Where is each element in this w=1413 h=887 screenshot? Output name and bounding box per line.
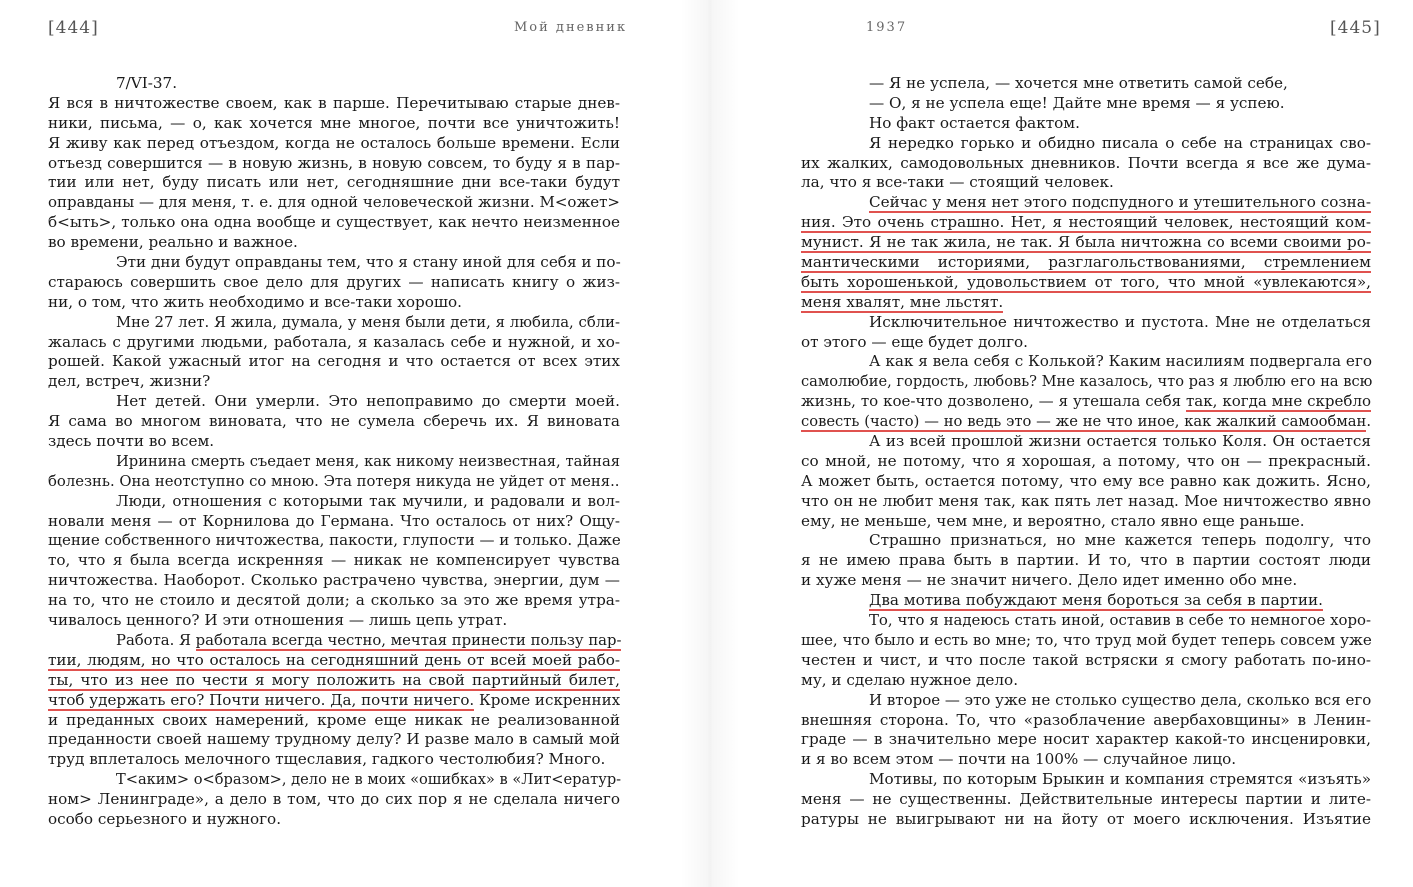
text-line	[801, 651, 1371, 671]
line-text: Мотивы, по которым Брыкин и компания стремятся «изъять»	[869, 770, 1371, 789]
line-text: преданности своей нашему трудному делу? И разве мало в самый мой	[48, 730, 620, 749]
text-line	[801, 372, 1371, 392]
text-line	[801, 730, 1371, 750]
text-line	[48, 770, 620, 790]
line-text: внешняя сторона. То, что «разоблачение авербаховщины» в Ленин-	[801, 710, 1371, 729]
text-line	[48, 492, 620, 512]
line-text: здесь почти во всем.	[48, 432, 215, 451]
left-page-text	[48, 74, 620, 830]
right-page-text	[801, 74, 1371, 830]
line-text: и преданных своих намерений, кроме еще никак не реализованной	[48, 710, 620, 729]
line-text: А из всей прошлой жизни остается только Коля. Он остается	[869, 432, 1371, 451]
line-text: Исключительное ничтожество и пустота. Мне не отделаться	[869, 312, 1371, 331]
text-line	[48, 94, 620, 114]
text-line	[801, 352, 1371, 372]
right-running-title: 1937	[866, 20, 908, 35]
highlighted-text: тии, людям, но что осталось на сегодняшний день от всей моей рабо-	[48, 650, 620, 669]
text-line	[801, 472, 1371, 492]
text-line	[801, 293, 1371, 313]
line-text: И второе — это уже не столько существо дела, сколько вся его	[869, 690, 1372, 709]
text-line	[801, 412, 1371, 432]
right-page-number: [445]	[1330, 18, 1381, 38]
line-text: и я во всем этом — почти на 100% — случайное лицо.	[801, 750, 1237, 769]
line-text: Я живу как перед отъездом, когда не осталось больше времени. Если	[48, 133, 620, 152]
text-line	[48, 611, 620, 631]
line-text: Эти дни будут оправданы тем, что я стану иной для себя и по-	[116, 253, 621, 272]
line-text: ни, о том, что жить необходимо и все-таки хорошо.	[48, 292, 462, 311]
highlighted-text: мантическими историями, разглагольствованиями, стремлением	[801, 253, 1371, 272]
line-text: Я вся в ничтожестве своем, как в парше. Перечитываю старые днев-	[48, 93, 620, 112]
highlighted-text: ния. Это очень страшно. Нет, я нестоящий человек, нестоящий ком-	[801, 213, 1371, 232]
text-line	[801, 571, 1371, 591]
text-line	[801, 790, 1371, 810]
text-line	[801, 74, 1371, 94]
line-text: я не имею права быть в партии. И то, что в партии состоят люди	[801, 551, 1371, 570]
line-text: отъезд совершится — в новую жизнь, в новую совсем, то буду я в пар-	[48, 153, 620, 172]
text-line	[801, 193, 1371, 213]
highlighted-text: чтоб удержать его? Почти ничего. Да, почти ничего.	[48, 690, 475, 709]
line-text: — О, я не успела еще! Дайте мне время — я успею.	[869, 93, 1285, 112]
line-text: ничтожества. Наоборот. Сколько растрачено чувства, энергии, дум —	[48, 571, 620, 590]
line-text: болезнь. Она неотступно со мною. Эта потеря никуда не уйдет от меня..	[48, 472, 620, 490]
highlighted-text: мунист. Я не так жила, не так. Я была ничтожна со всеми своими ро-	[801, 233, 1371, 252]
highlighted-text: быть хорошенькой, удовольствием от того, что мной «увлекаются»,	[801, 272, 1371, 291]
text-line	[801, 711, 1371, 731]
text-line	[48, 313, 620, 333]
line-text: То, что я надеюсь стать иной, оставив в себе то немногое хоро-	[869, 611, 1371, 630]
line-text: Кроме искренних	[474, 690, 621, 709]
text-line	[801, 810, 1371, 830]
line-text: жалась с другими людьми, работала, я казалась себе и нужной, и хо-	[48, 332, 620, 351]
text-line	[48, 412, 620, 432]
highlighted-text: совесть (часто) — но ведь это — же не что иное, как жалкий самообман	[801, 413, 1367, 431]
text-line	[801, 611, 1371, 631]
text-line	[48, 372, 620, 392]
text-line	[48, 213, 620, 233]
line-text: оправданы — для меня, т. е. для одной человеческой жизни. М<ожет>	[48, 193, 620, 212]
text-line	[801, 233, 1371, 253]
text-line	[801, 253, 1371, 273]
text-line	[48, 651, 620, 671]
text-line	[48, 154, 620, 174]
line-text: Люди, отношения с которыми так мучили, и радовали и вол-	[116, 491, 620, 510]
text-line	[48, 512, 620, 532]
line-text: честен и чист, и что после такой встряски я смогу работать по-ино-	[801, 650, 1371, 669]
line-text: Т<аким> о<бразом>, дело не в моих «ошибках» в «Лит<ератур-	[116, 771, 622, 789]
line-text: ники, письма, — о, как хочется мне многое, почти все уничтожить!	[48, 113, 620, 132]
line-text: — Я не успела, — хочется мне ответить самой себе,	[869, 74, 1288, 92]
line-text: б<ыть>, только она одна вообще и существует, как нечто неизменное	[48, 213, 620, 232]
line-text: их жалких, самодовольных дневников. Почти всегда я все же дума-	[801, 153, 1371, 172]
text-line	[801, 691, 1371, 711]
line-text: Работа. Я	[116, 631, 196, 649]
text-line	[48, 750, 620, 770]
text-line	[48, 74, 620, 94]
text-line	[801, 671, 1371, 691]
line-text: ему, не меньше, чем мне, и вероятно, стало явно еще раньше.	[801, 511, 1305, 530]
line-text: шее, что было и есть во мне; то, что труд мой будет теперь совсем уже	[801, 630, 1372, 649]
text-line	[801, 114, 1371, 134]
text-line	[48, 711, 620, 731]
line-text: самолюбие, гордость, любовь? Мне казалось, что раз я люблю его на всю	[801, 373, 1373, 391]
line-text: А может быть, остается потому, что ему все равно как дожить. Ясно,	[801, 471, 1371, 490]
line-text: дел, встреч, жизни?	[48, 372, 211, 391]
text-line	[801, 452, 1371, 472]
line-text: граде — в значительно мере носит характер какой-то инсценировки,	[801, 730, 1371, 749]
text-line	[48, 571, 620, 591]
highlighted-text: Сейчас у меня нет этого подспудного и утешительного созна-	[869, 193, 1371, 212]
highlighted-text: работала всегда честно, мечтая принести пользу пар-	[195, 631, 622, 649]
highlighted-text: ты, что из нее по чести я могу положить на свой партийный билет,	[48, 670, 620, 689]
text-line	[801, 154, 1371, 174]
line-text: труд вплеталось мелочного тщеславия, гадкого честолюбия? Много.	[48, 750, 606, 769]
text-line	[801, 94, 1371, 114]
text-line	[48, 691, 620, 711]
line-text: новали меня — от Корнилова до Германа. Что осталось от них? Ощу-	[48, 511, 620, 530]
text-line	[48, 472, 620, 492]
text-line	[801, 173, 1371, 193]
left-page-number: [444]	[48, 18, 99, 38]
line-text: меня — не существенны. Действительные интересы партии и лите-	[801, 790, 1371, 809]
right-page	[706, 0, 1413, 887]
line-text: от этого — еще будет долго.	[801, 332, 1029, 351]
line-text: Нет детей. Они умерли. Это непоправимо до смерти моей.	[116, 392, 620, 411]
line-text: му, и сделаю нужное дело.	[801, 670, 1019, 689]
text-line	[48, 790, 620, 810]
highlighted-text: меня хвалят, мне льстят.	[801, 292, 1004, 311]
line-text: чивалось ценного? И эти отношения — лишь цепь утрат.	[48, 611, 508, 630]
text-line	[48, 631, 620, 651]
line-text: на то, что не стоило и десятой доли; а сколько за это же время утра-	[48, 591, 620, 610]
line-text: стараюсь совершить свое дело для других — написать книгу о жиз-	[48, 272, 620, 291]
highlighted-text: так, когда мне скребло	[1186, 392, 1372, 411]
line-text: тии или нет, буду писать или нет, сегодняшние дни все-таки будут	[48, 173, 620, 192]
line-text: 7/VI-37.	[116, 74, 178, 92]
text-line	[801, 333, 1371, 353]
text-line	[48, 333, 620, 353]
text-line	[801, 551, 1371, 571]
line-text: ном> Ленинграде», а дело в том, что до сих пор я не сделала ничего	[48, 790, 620, 809]
text-line	[801, 631, 1371, 651]
text-line	[801, 313, 1371, 333]
line-text: Я нередко горько и обидно писала о себе на страницах сво-	[869, 133, 1371, 152]
text-line	[48, 432, 620, 452]
highlighted-text: Два мотива побуждают меня бороться за себя в партии.	[869, 591, 1323, 610]
line-text: ла, что я все-таки — стоящий человек.	[801, 173, 1114, 192]
text-line	[801, 273, 1371, 293]
left-page	[0, 0, 706, 887]
line-text: то, что я была всегда искренняя — никак не компенсирует чувства	[48, 551, 620, 570]
text-line	[48, 293, 620, 313]
text-line	[801, 134, 1371, 154]
text-line	[48, 730, 620, 750]
line-text: и хуже меня — не значит ничего. Дело идет именно обо мне.	[801, 571, 1298, 590]
line-text: Я сама во многом виновата, что не сумела сберечь их. Я виновата	[48, 412, 620, 431]
text-line	[48, 193, 620, 213]
text-line	[801, 213, 1371, 233]
left-running-title: Мой дневник	[514, 20, 628, 35]
line-text: Иринина смерть съедает меня, как никому неизвестная, тайная	[116, 452, 620, 470]
text-line	[48, 591, 620, 611]
line-text: рошей. Какой ужасный итог на сегодня и что остается от всех этих	[48, 352, 620, 371]
text-line	[48, 173, 620, 193]
line-text: ратуры не выигрывают ни на йоту от моего исключения. Изъятие	[801, 809, 1371, 828]
line-text: .	[1366, 413, 1371, 431]
line-text: Страшно признаться, но мне кажется теперь подолгу, что	[869, 531, 1371, 550]
line-text: щение собственного ничтожества, пакости, глупости — и только. Даже	[48, 531, 621, 550]
text-line	[48, 114, 620, 134]
text-line	[48, 392, 620, 412]
line-text: А как я вела себя с Колькой? Каким насилиям подвергала его	[869, 352, 1372, 371]
line-text: Но факт остается фактом.	[869, 113, 1080, 132]
text-line	[48, 253, 620, 273]
text-line	[48, 551, 620, 571]
text-line	[48, 352, 620, 372]
line-text: жизнь, то кое-что дозволено, — я утешала себя	[801, 392, 1186, 411]
text-line	[801, 492, 1371, 512]
text-line	[48, 134, 620, 154]
line-text: со мной, не потому, что я хорошая, а потому, что он — прекрасный.	[801, 451, 1371, 470]
text-line	[48, 810, 620, 830]
text-line	[801, 750, 1371, 770]
text-line	[801, 591, 1371, 611]
text-line	[801, 770, 1371, 790]
text-line	[48, 273, 620, 293]
line-text: во времени, реально и важное.	[48, 233, 298, 252]
text-line	[48, 531, 620, 551]
line-text: что он не любит меня так, как пять лет назад. Мое ничтожество явно	[801, 491, 1371, 510]
text-line	[801, 512, 1371, 532]
text-line	[48, 233, 620, 253]
text-line	[801, 531, 1371, 551]
line-text: Мне 27 лет. Я жила, думала, у меня были дети, я любила, сбли-	[116, 313, 620, 331]
line-text: особо серьезного и нужного.	[48, 809, 282, 828]
text-line	[801, 392, 1371, 412]
text-line	[801, 432, 1371, 452]
text-line	[48, 671, 620, 691]
text-line	[48, 452, 620, 472]
